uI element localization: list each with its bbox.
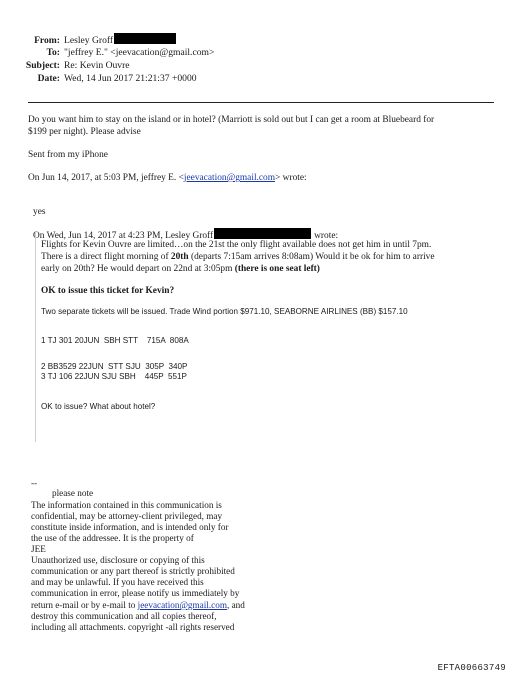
to-row xyxy=(0,46,214,60)
to-label: To: xyxy=(46,47,60,58)
date-row xyxy=(0,72,197,86)
header-divider xyxy=(28,102,494,103)
ok-to-issue-heading: OK to issue this ticket for Kevin? xyxy=(41,286,175,296)
email-link[interactable]: jeevacation@gmail.com xyxy=(137,600,227,610)
to-value: "jeffrey E." <jeevacation@gmail.com> xyxy=(64,47,215,58)
quote-bar xyxy=(35,232,36,442)
disclaimer-line: including all attachments. copyright -all rights reserved xyxy=(31,622,235,632)
redaction-block xyxy=(214,228,311,239)
subject-row xyxy=(0,59,130,73)
itinerary-line-2: 2 BB3529 22JUN STT SJU 305P 340P xyxy=(41,362,188,371)
flights-line-1: Flights for Kevin Ouvre are limited…on the 21st the only flight available does not get him in until 7pm. xyxy=(41,240,432,250)
disclaimer-line: destroy this communication and all copies thereof, xyxy=(31,611,217,621)
reply-attribution-1: On Jun 14, 2017, at 5:03 PM, jeffrey E. <jeevacation@gmail.com> wrote: xyxy=(28,173,307,183)
disclaimer-line: JEE xyxy=(31,544,46,554)
body-line-1: Do you want him to stay on the island or in hotel? (Marriott is sold out but I can get a room at Bluebeard for xyxy=(28,115,435,125)
disclaimer-line: communication or any part thereof is strictly prohibited xyxy=(31,566,235,576)
flights-line-3: early on 20th? He would depart on 22nd at 3:05pm (there is one seat left) xyxy=(41,264,320,274)
from-name: Lesley Groff xyxy=(64,35,114,46)
subject-value: Re: Kevin Ouvre xyxy=(64,60,130,71)
reply-yes: yes xyxy=(33,207,46,217)
flights-line-2: There is a direct flight morning of 20th (departs 7:15am arrives 8:08am) Would it be ok for him to arrive xyxy=(41,252,435,262)
reply-attribution-2: On Wed, Jun 14, 2017 at 4:23 PM, Lesley Groff wrote: xyxy=(33,228,338,242)
tickets-line: Two separate tickets will be issued. Trade Wind portion $971.10, SEABORNE AIRLINES (BB) $157.10 xyxy=(41,307,408,316)
disclaimer-line: and may be unlawful. If you have received this xyxy=(31,577,204,587)
bates-number: EFTA00663749 xyxy=(437,663,506,673)
ok-hotel-line: OK to issue? What about hotel? xyxy=(41,402,156,411)
itinerary-line-1: 1 TJ 301 20JUN SBH STT 715A 808A xyxy=(41,336,189,345)
signature-dashes: -- xyxy=(31,478,38,488)
date-label: Date: xyxy=(37,73,60,84)
disclaimer-line: confidential, may be attorney-client privileged, may xyxy=(31,511,223,521)
sent-from: Sent from my iPhone xyxy=(28,150,108,160)
disclaimer-line: The information contained in this communication is xyxy=(31,500,222,510)
date-value: Wed, 14 Jun 2017 21:21:37 +0000 xyxy=(64,73,197,84)
itinerary-line-3: 3 TJ 106 22JUN SJU SBH 445P 551P xyxy=(41,372,187,381)
email-link[interactable]: jeevacation@gmail.com xyxy=(183,173,276,183)
subject-label: Subject: xyxy=(25,60,60,71)
from-label: From: xyxy=(34,35,60,46)
redaction-block xyxy=(114,33,176,44)
disclaimer-line: the use of the addressee. It is the property of xyxy=(31,533,194,543)
disclaimer-line: constitute inside information, and is intended only for xyxy=(31,522,229,532)
disclaimer-notify-line: return e-mail or by e-mail to jeevacation@gmail.com, and xyxy=(31,600,245,610)
disclaimer-line: Unauthorized use, disclosure or copying of this xyxy=(31,555,205,565)
body-line-2: $199 per night). Please advise xyxy=(28,127,141,137)
please-note: please note xyxy=(52,488,94,498)
disclaimer-line: communication in error, please notify us immediately by xyxy=(31,588,240,598)
